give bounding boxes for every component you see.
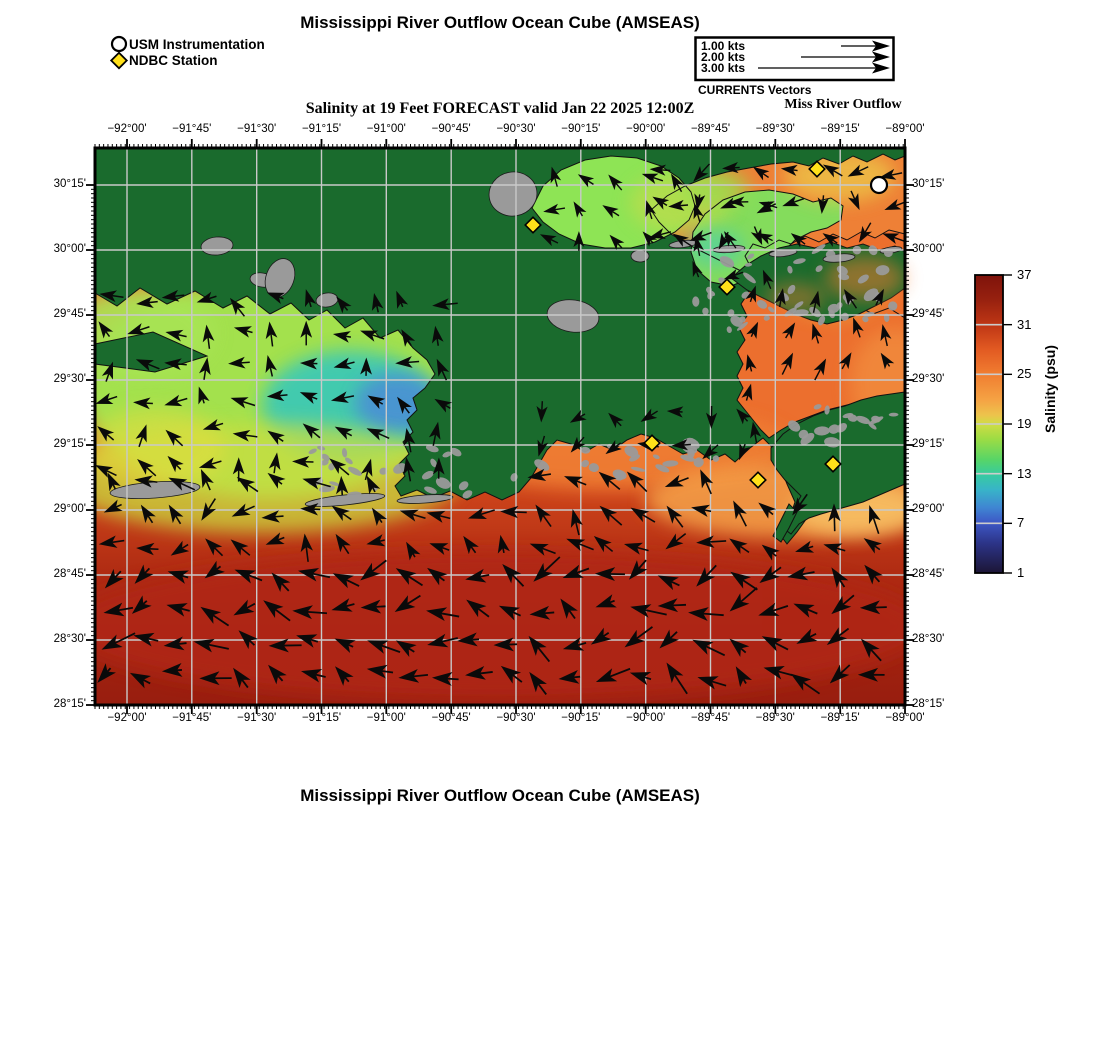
lat-tick-label-right: 30°15'	[912, 178, 945, 190]
lon-tick-label-top: −90°45'	[431, 123, 471, 135]
lon-tick-label-bottom: −90°45'	[431, 712, 471, 724]
lon-tick-label-top: −90°00'	[626, 123, 666, 135]
lat-tick-label-right: 28°30'	[912, 633, 945, 645]
lon-tick-label-bottom: −90°15'	[561, 712, 601, 724]
vector-legend-3kt-label: 3.00 kts	[701, 61, 746, 75]
lon-tick-label-top: −89°00'	[885, 123, 925, 135]
lon-tick-label-bottom: −91°00'	[366, 712, 406, 724]
lon-tick-label-bottom: −89°00'	[885, 712, 925, 724]
usm-station-marker	[871, 177, 887, 193]
colorbar-tick-label: 13	[1017, 465, 1032, 481]
colorbar-tick-label: 1	[1017, 565, 1025, 580]
lon-tick-label-bottom: −91°30'	[237, 712, 277, 724]
lon-tick-label-bottom: −90°00'	[626, 712, 666, 724]
lat-tick-label-left: 30°15'	[53, 178, 86, 190]
lon-tick-label-top: −91°30'	[237, 123, 277, 135]
ndbc-legend-icon	[111, 53, 127, 69]
lat-tick-label-right: 29°30'	[912, 373, 945, 385]
lon-tick-label-top: −92°00'	[107, 123, 147, 135]
figure-bottom-title: Mississippi River Outflow Ocean Cube (AMSEAS)	[300, 786, 700, 805]
lon-tick-label-top: −90°15'	[561, 123, 601, 135]
lat-tick-label-right: 29°45'	[912, 308, 945, 320]
lon-tick-label-top: −89°15'	[820, 123, 860, 135]
legend-usm-label: USM Instrumentation	[129, 37, 265, 52]
lon-tick-label-bottom: −91°15'	[301, 712, 342, 724]
lat-tick-label-left: 29°15'	[53, 438, 86, 450]
lat-tick-label-left: 30°00'	[53, 243, 86, 255]
map-plot-area	[60, 128, 945, 728]
vector-legend-caption: CURRENTS Vectors	[698, 83, 812, 97]
vector-legend-1kt-label: 1.00 kts	[701, 39, 746, 53]
lat-tick-label-left: 28°45'	[53, 568, 86, 580]
lon-tick-label-bottom: −89°15'	[820, 712, 860, 724]
lon-tick-label-top: −91°45'	[172, 123, 212, 135]
colorbar-label: Salinity (psu)	[1042, 345, 1058, 433]
colorbar-tick-label: 37	[1017, 267, 1032, 282]
lon-tick-label-top: −89°30'	[755, 123, 795, 135]
lat-tick-label-left: 28°15'	[53, 698, 86, 710]
colorbar-tick-label: 25	[1017, 366, 1032, 382]
usm-legend-icon	[112, 37, 126, 51]
lon-tick-label-top: −89°45'	[690, 123, 731, 135]
lat-tick-label-left: 29°00'	[53, 503, 86, 515]
colorbar	[975, 275, 1012, 573]
lon-tick-label-bottom: −89°30'	[755, 712, 795, 724]
lat-tick-label-right: 28°15'	[912, 698, 945, 710]
lat-tick-label-right: 30°00'	[912, 243, 945, 255]
colorbar-tick-label: 19	[1017, 416, 1032, 431]
lat-tick-label-left: 28°30'	[53, 633, 86, 645]
lon-tick-label-bottom: −89°45'	[690, 712, 731, 724]
lat-tick-label-right: 28°45'	[912, 568, 945, 580]
legend-ndbc-label: NDBC Station	[129, 53, 218, 68]
lat-tick-label-left: 29°30'	[53, 373, 86, 385]
figure-subtitle: Salinity at 19 Feet FORECAST valid Jan 22 2025 12:00Z	[305, 100, 695, 117]
lon-tick-label-bottom: −90°30'	[496, 712, 536, 724]
colorbar-tick-label: 31	[1017, 316, 1032, 332]
lon-tick-label-top: −91°00'	[366, 123, 406, 135]
lon-tick-label-top: −91°15'	[301, 123, 342, 135]
lat-tick-label-left: 29°45'	[53, 308, 86, 320]
vector-legend-2kt-label: 2.00 kts	[701, 50, 746, 64]
lat-tick-label-right: 29°00'	[912, 503, 945, 515]
lon-tick-label-top: −90°30'	[496, 123, 536, 135]
colorbar-tick-label: 7	[1017, 515, 1025, 531]
lat-tick-label-right: 29°15'	[912, 438, 945, 450]
figure-title: Mississippi River Outflow Ocean Cube (AMSEAS)	[300, 13, 700, 32]
miss-river-outflow-note: Miss River Outflow	[784, 97, 902, 112]
lon-tick-label-bottom: −91°45'	[172, 712, 212, 724]
lon-tick-label-bottom: −92°00'	[107, 712, 147, 724]
